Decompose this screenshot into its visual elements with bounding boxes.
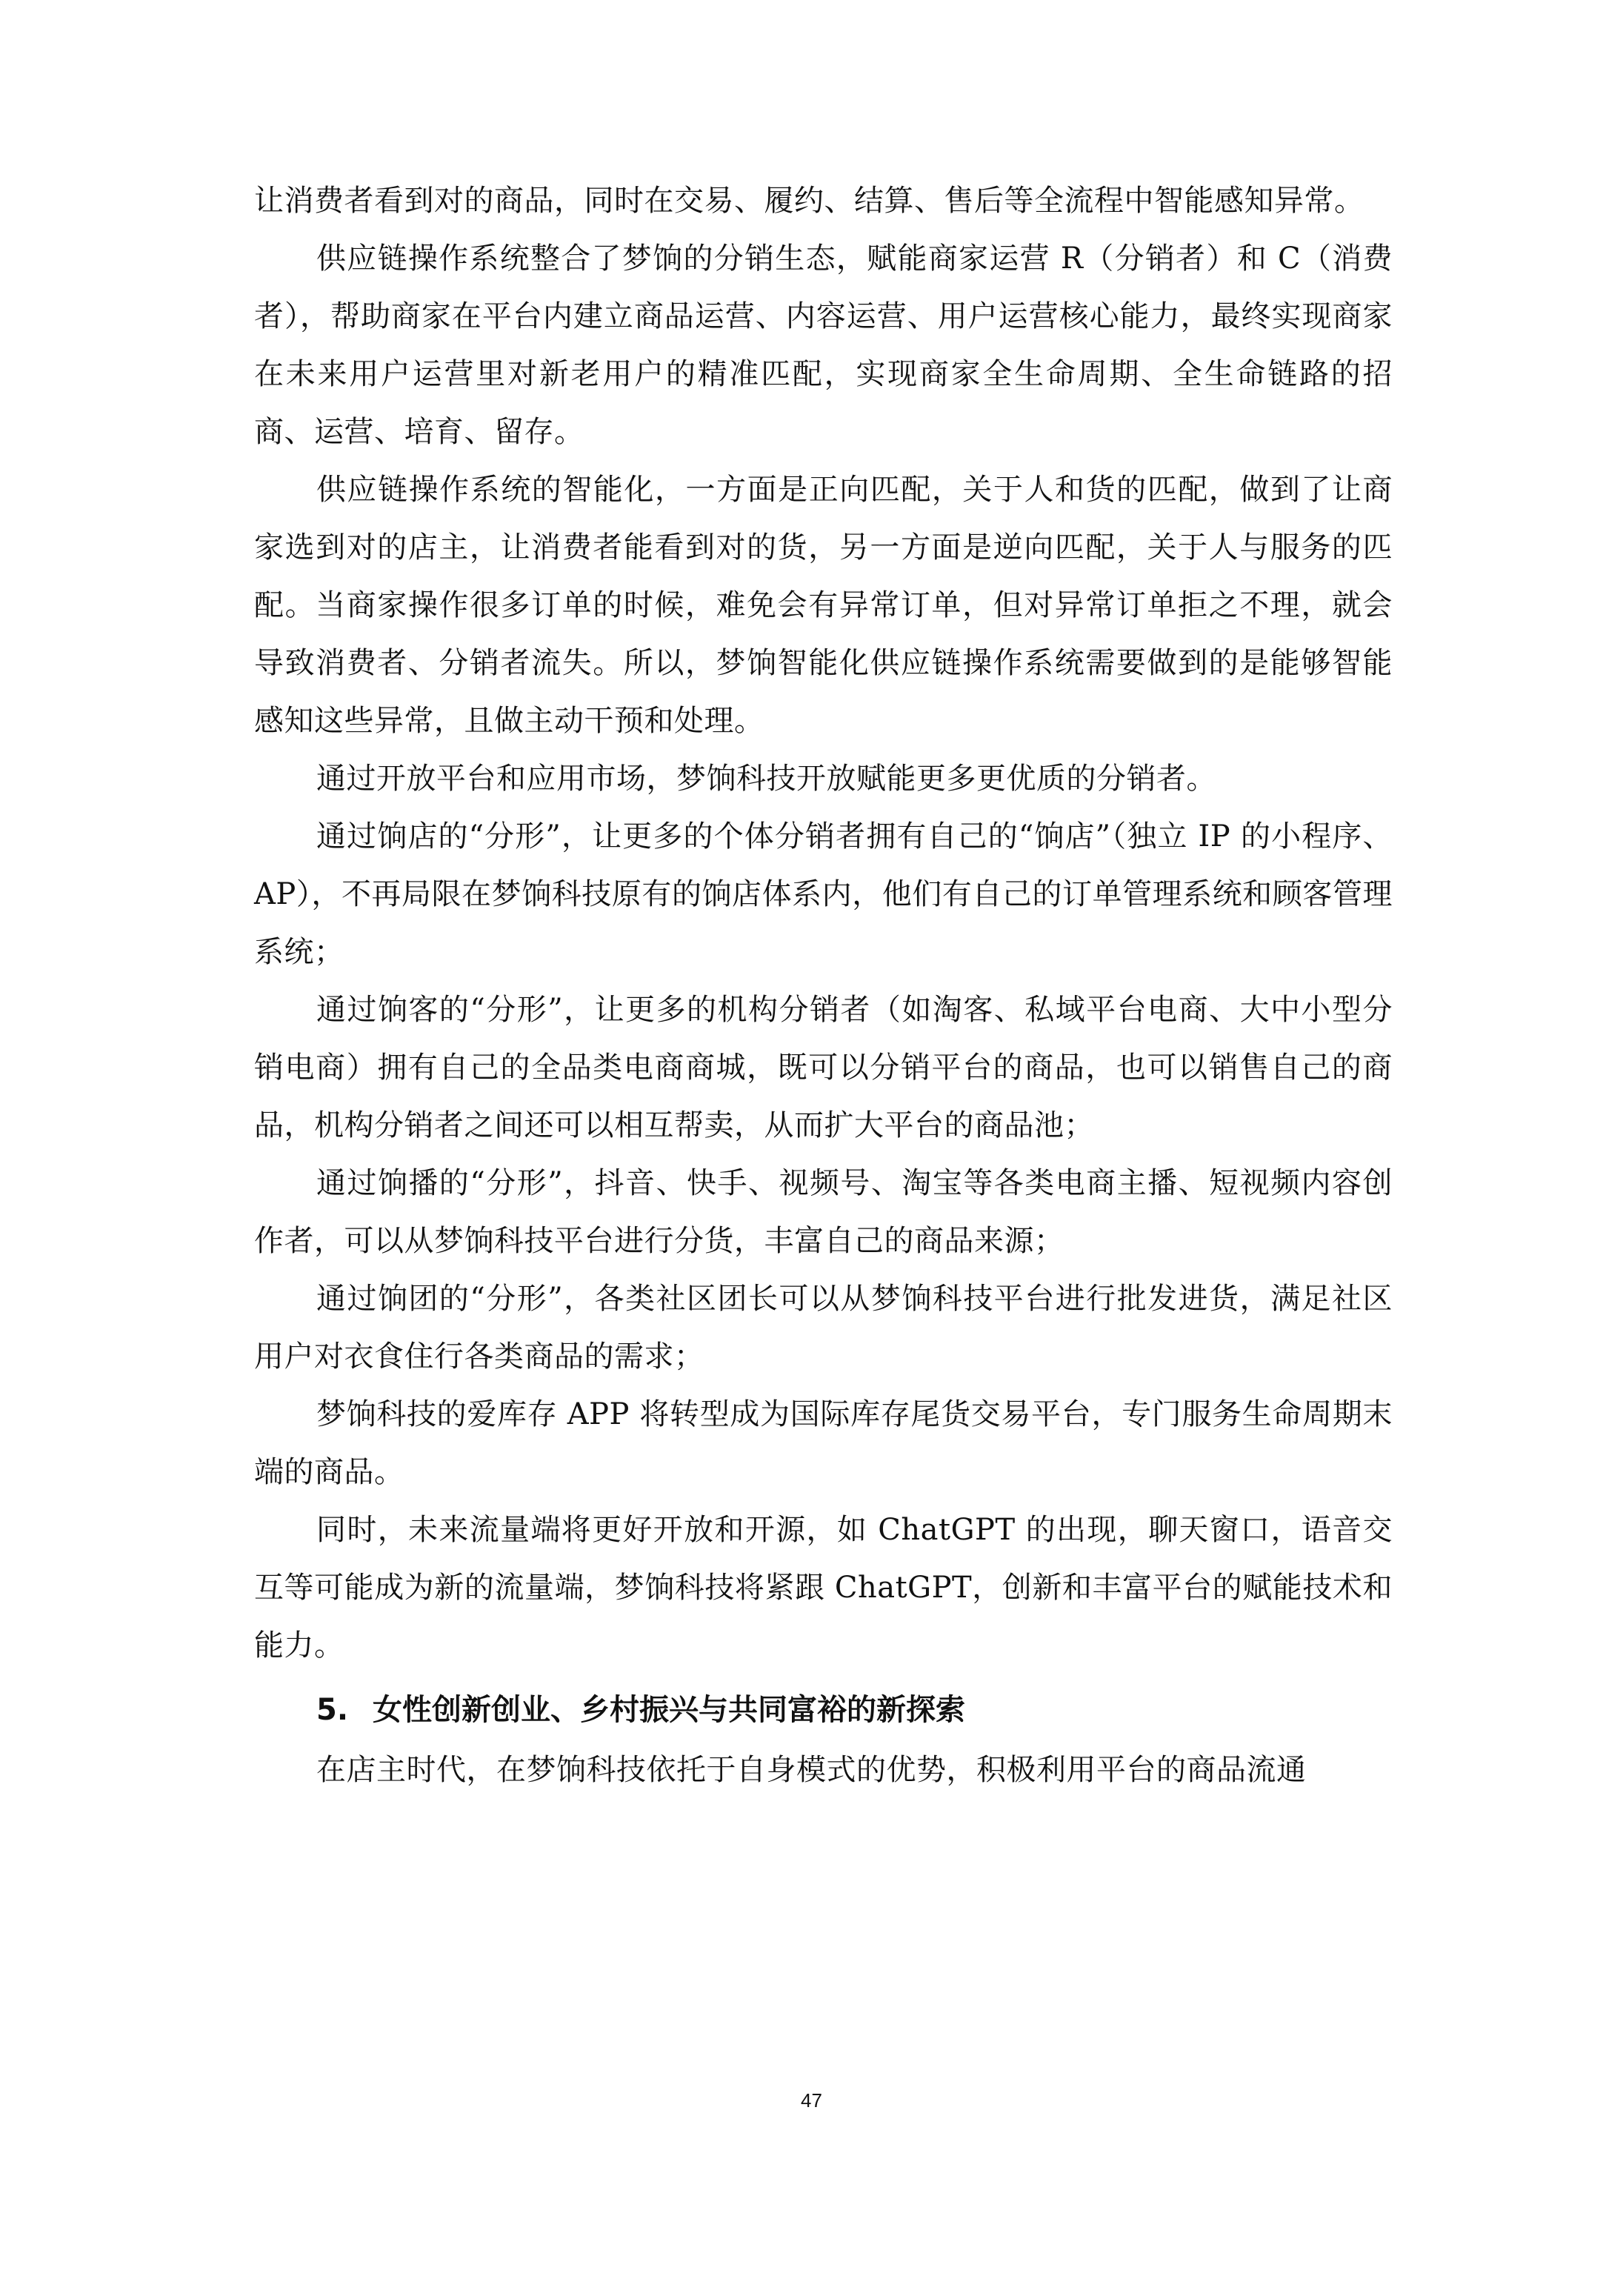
paragraph-xiangtuan-fractal: 通过饷团的“分形”，各类社区团长可以从梦饷科技平台进行批发进货，满足社区用户对衣食住行各类商品的需求； — [254, 1282, 1393, 1374]
page-number: 47 — [801, 2089, 822, 2112]
paragraph-continued: 让消费者看到对的商品，同时在交易、履约、结算、售后等全流程中智能感知异常。 — [254, 184, 1364, 218]
section-title: 女性创新创业、乡村振兴与共同富裕的新探索 — [373, 1693, 965, 1727]
paragraph-supply-chain-ecosystem: 供应链操作系统整合了梦饷的分销生态，赋能商家运营 R（分销者）和 C（消费者），帮助商家在平台内建立商品运营、内容运营、用户运营核心能力，最终实现商家在未来用户运营里对新老用户的精准匹配，实现商家全生命周期、全生命链路的招商、运营、培育、留存。 — [254, 242, 1393, 449]
paragraph-section-intro: 在店主时代，在梦饷科技依托于自身模式的优势，积极利用平台的商品流通 — [316, 1753, 1307, 1787]
paragraph-chatgpt-traffic: 同时，未来流量端将更好开放和开源，如 ChatGPT 的出现，聊天窗口，语音交互等可能成为新的流量端，梦饷科技将紧跟 ChatGPT，创新和丰富平台的赋能技术和能力。 — [254, 1513, 1393, 1663]
section-number: 5. — [316, 1693, 349, 1727]
paragraph-intelligent-matching: 供应链操作系统的智能化，一方面是正向匹配，关于人和货的匹配，做到了让商家选到对的店主，让消费者能看到对的货，另一方面是逆向匹配，关于人与服务的匹配。当商家操作很多订单的时候，难免会有异常订单，但对异常订单拒之不理，就会导致消费者、分销者流失。所以，梦饷智能化供应链操作系统需要做到的是能够智能感知这些异常，且做主动干预和处理。 — [254, 473, 1393, 738]
paragraph-xiangke-fractal: 通过饷客的“分形”，让更多的机构分销者（如淘客、私域平台电商、大中小型分销电商）拥有自己的全品类电商商城，既可以分销平台的商品，也可以销售自己的商品，机构分销者之间还可以相互帮卖，从而扩大平台的商品池； — [254, 993, 1393, 1142]
paragraph-open-platform: 通过开放平台和应用市场，梦饷科技开放赋能更多更优质的分销者。 — [316, 762, 1216, 796]
paragraph-aikucun-app: 梦饷科技的爱库存 APP 将转型成为国际库存尾货交易平台，专门服务生命周期末端的商品。 — [254, 1397, 1393, 1489]
paragraph-xiangbo-fractal: 通过饷播的“分形”，抖音、快手、视频号、淘宝等各类电商主播、短视频内容创作者，可以从梦饷科技平台进行分货，丰富自己的商品来源； — [254, 1166, 1393, 1258]
paragraph-xiangdian-fractal: 通过饷店的“分形”，让更多的个体分销者拥有自己的“饷店”（独立 IP 的小程序、AP），不再局限在梦饷科技原有的饷店体系内，他们有自己的订单管理系统和顾客管理系统； — [254, 819, 1393, 969]
section-heading — [254, 1679, 1393, 1741]
page-body — [254, 172, 1393, 1799]
